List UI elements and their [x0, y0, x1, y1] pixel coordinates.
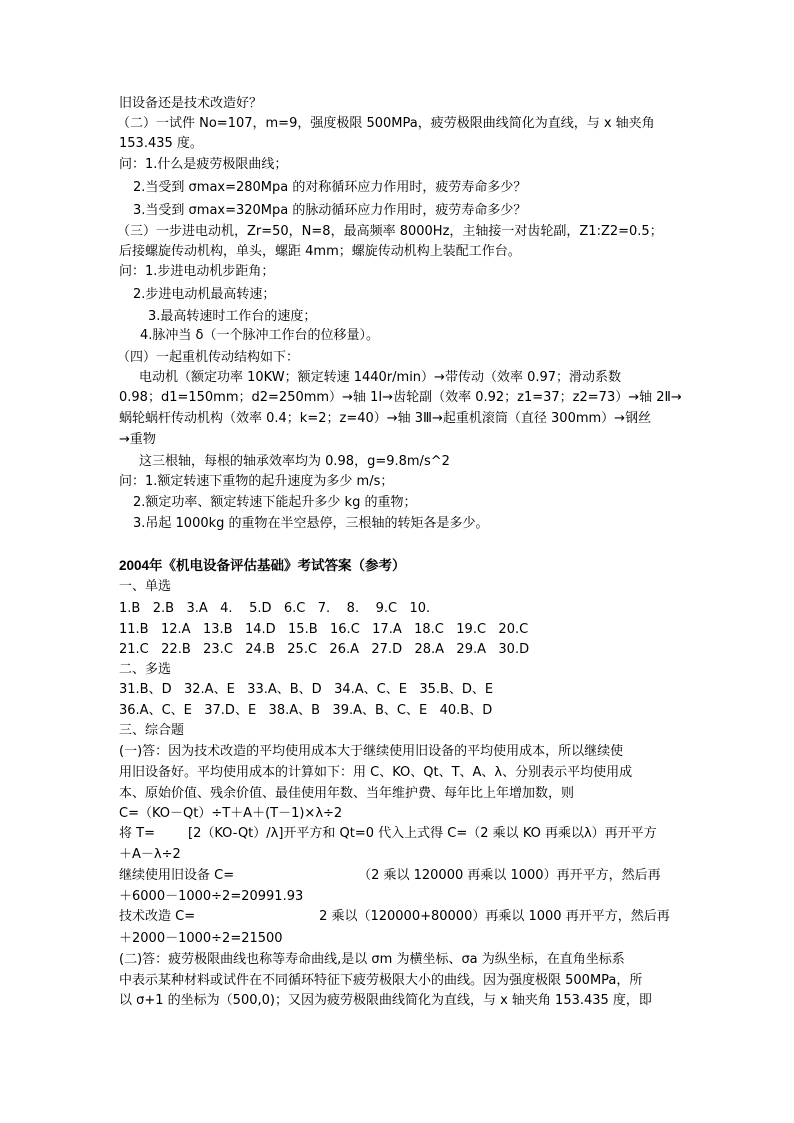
- text-line: （二）一试件 No=107，m=9，强度极限 500MPa，疲劳极限曲线简化为直线，与 x 轴夹角: [117, 116, 655, 131]
- text-line: C=（KO－Qt）÷T＋A＋(T－1)×λ÷2: [119, 806, 343, 821]
- text-line: 问：1.什么是疲劳极限曲线；: [119, 157, 288, 172]
- text-line: ＋6000－1000÷2=20991.93: [119, 889, 304, 904]
- text-line: →重物: [119, 432, 156, 447]
- text-line: 问：1.额定转速下重物的起升速度为多少 m/s；: [119, 474, 394, 489]
- text-line: 技术改造 C= 2 乘以（120000+80000）再乘以 1000 再开平方，然后再: [119, 909, 670, 924]
- text-line: 3.吊起 1000kg 的重物在半空悬停，三根轴的转矩各是多少。: [133, 516, 489, 531]
- text-line: 将 T= [2（KO-Qt）/λ]开平方和 Qt=0 代入上式得 C=（2 乘以 KO 再乘以λ）再开平方: [119, 826, 657, 841]
- text-line: 2.额定功率、额定转速下能起升多少 kg 的重物；: [133, 495, 417, 510]
- text-line: 36.A、C、E 37.D、E 38.A、B 39.A、B、C、E 40.B、D: [119, 703, 493, 718]
- text-line: 三、综合题: [119, 723, 185, 738]
- text-line: 本、原始价值、残余价值、最佳使用年数、当年维护费、每年比上年增加数，则: [119, 786, 575, 801]
- text-line: 21.C 22.B 23.C 24.B 25.C 26.A 27.D 28.A 29.A 30.D: [119, 642, 530, 657]
- text-line: 中表示某种材料或试件在不同循环特征下疲劳极限大小的曲线。因为强度极限 500MPa，所: [119, 973, 643, 988]
- text-line: 一、单选: [119, 579, 172, 594]
- text-line: ＋A－λ÷2: [119, 847, 181, 862]
- text-line: 这三根轴，每根的轴承效率均为 0.98，g=9.8m/s^2: [139, 454, 450, 469]
- text-line: 用旧设备好。平均使用成本的计算如下：用 C、KO、Qt、T、A、λ、分别表示平均使用成: [119, 765, 633, 780]
- text-line: 问：1.步进电动机步距角；: [119, 264, 275, 279]
- text-line: 二、多选: [119, 662, 172, 677]
- text-line: 0.98；d1=150mm；d2=250mm）→轴 1Ⅰ→齿轮副（效率 0.92；z1=37；z2=73）→轴 2Ⅱ→: [119, 390, 682, 405]
- text-line: 2.步进电动机最高转速；: [133, 287, 276, 302]
- text-line: ＋2000－1000÷2=21500: [119, 931, 283, 946]
- text-line: 电动机（额定功率 10KW；额定转速 1440r/min）→带传动（效率 0.97；滑动系数: [139, 370, 622, 385]
- answer-title: 2004年《机电设备评估基础》考试答案（参考）: [119, 558, 406, 573]
- text-line: 蜗轮蜗杆传动机构（效率 0.4；k=2；z=40）→轴 3Ⅲ→起重机滚筒（直径 300mm）→钢丝: [119, 411, 652, 426]
- text-line: 11.B 12.A 13.B 14.D 15.B 16.C 17.A 18.C 19.C 20.C: [119, 622, 529, 637]
- text-line: 旧设备还是技术改造好？: [119, 96, 263, 111]
- text-line: 3.最高转速时工作台的速度；: [148, 309, 317, 324]
- text-line: （三）一步进电动机，Zr=50，N=8，最高频率 8000Hz，主轴接一对齿轮副，Z1:Z2=0.5；: [117, 224, 663, 239]
- text-line: 后接螺旋传动机构，单头，螺距 4mm；螺旋传动机构上装配工作台。: [119, 244, 521, 259]
- text-line: 以 σ+1 的坐标为（500,0)；又因为疲劳极限曲线简化为直线，与 x 轴夹角 153.435 度，即: [119, 993, 652, 1008]
- text-line: 31.B、D 32.A、E 33.A、B、D 34.A、C、E 35.B、D、E: [119, 682, 494, 697]
- text-line: (一)答：因为技术改造的平均使用成本大于继续使用旧设备的平均使用成本，所以继续使: [119, 744, 624, 759]
- text-line: 153.435 度。: [119, 136, 203, 151]
- text-line: 2.当受到 σmax=280Mpa 的对称循环应力作用时，疲劳寿命多少？: [133, 180, 527, 195]
- text-line: 1.B 2.B 3.A 4. 5.D 6.C 7. 8. 9.C 10.: [119, 601, 431, 616]
- text-line: 3.当受到 σmax=320Mpa 的脉动循环应力作用时，疲劳寿命多少？: [133, 203, 527, 218]
- text-line: 4.脉冲当 δ（一个脉冲工作台的位移量）。: [140, 328, 379, 343]
- text-line: 继续使用旧设备 C= （2 乘以 120000 再乘以 1000）再开平方，然后再: [119, 868, 661, 883]
- text-line: (二)答：疲劳极限曲线也称等寿命曲线,是以 σm 为横坐标、σa 为纵坐标，在直角坐标系: [119, 952, 625, 967]
- text-line: （四）一起重机传动结构如下：: [117, 350, 300, 365]
